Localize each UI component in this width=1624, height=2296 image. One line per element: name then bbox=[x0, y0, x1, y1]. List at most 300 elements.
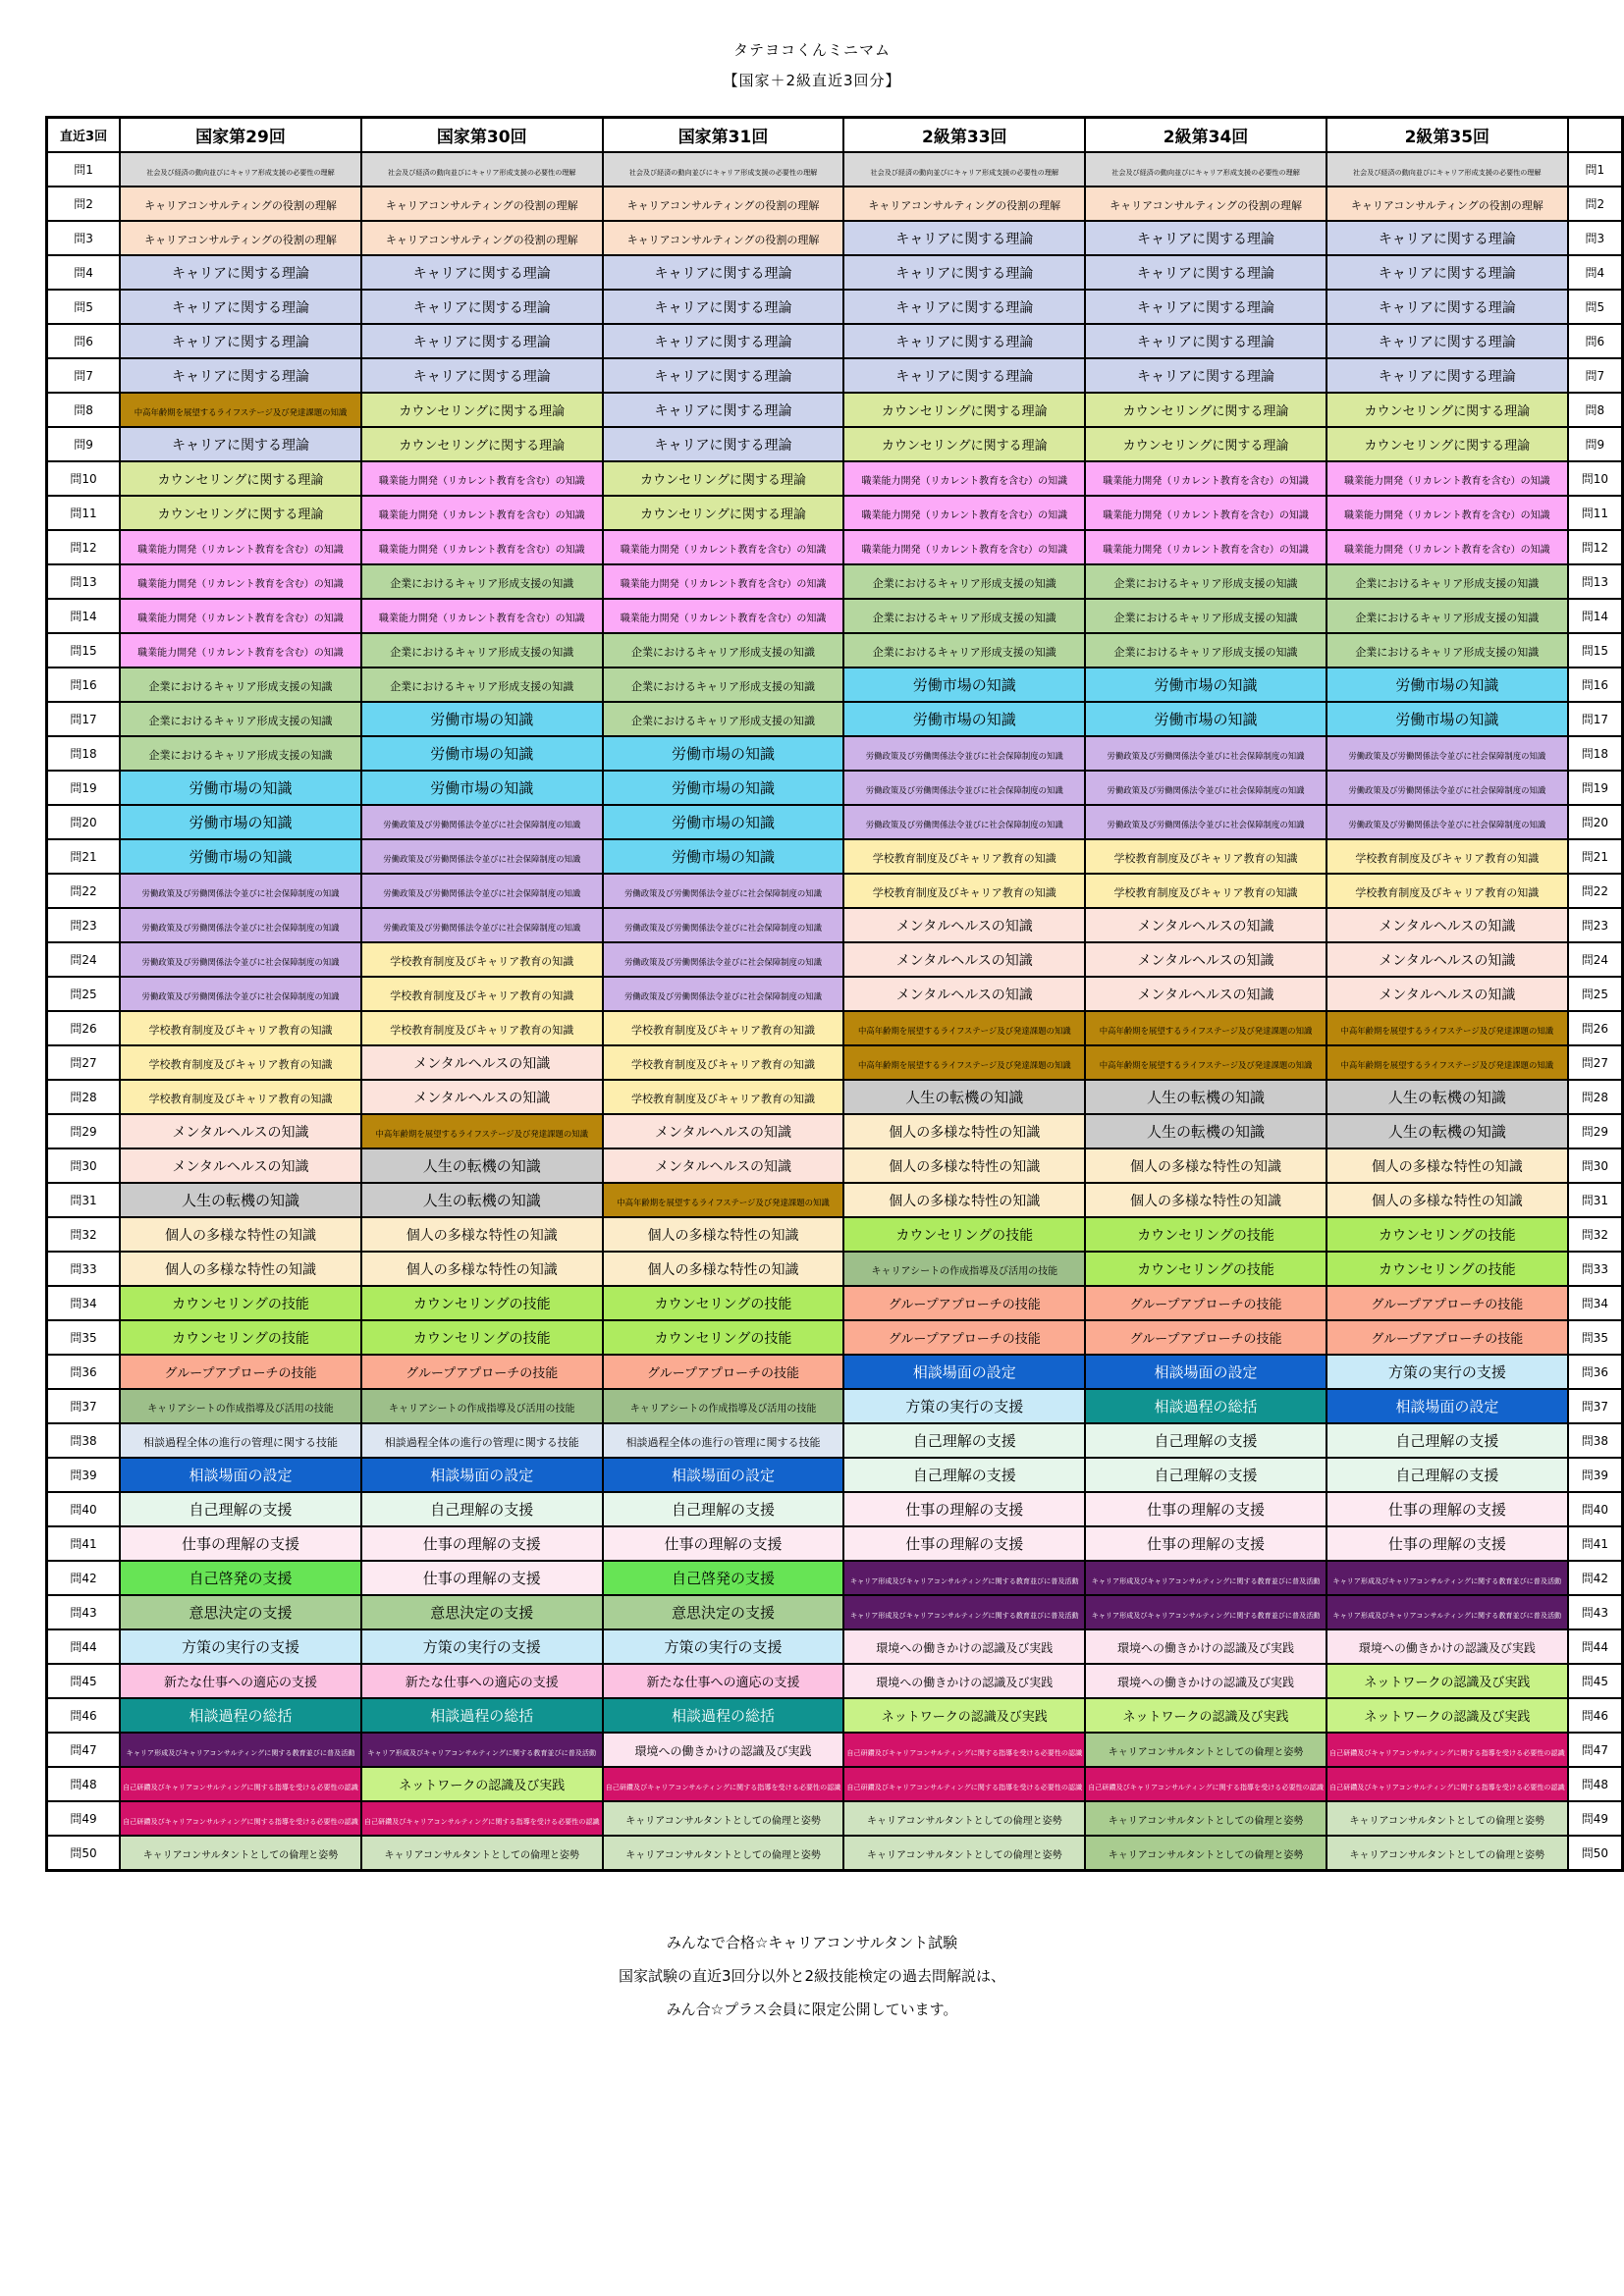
cell-label: メンタルヘルスの知識 bbox=[172, 1124, 309, 1141]
cell bbox=[120, 496, 361, 530]
cell-label: メンタルヘルスの知識 bbox=[655, 1158, 792, 1175]
cell-label: カウンセリングの技能 bbox=[172, 1296, 309, 1312]
cell bbox=[1326, 805, 1568, 839]
cell-label: 自己研鑽及びキャリアコンサルティングに関する指導を受ける必要性の認識 bbox=[123, 1783, 358, 1791]
table-row bbox=[47, 1183, 1623, 1217]
cell-label: キャリアに関する理論 bbox=[654, 402, 792, 419]
cell bbox=[603, 1252, 844, 1286]
cell bbox=[603, 1698, 844, 1733]
row-label-right: 問44 bbox=[1568, 1629, 1623, 1664]
row-label-right: 問50 bbox=[1568, 1836, 1623, 1871]
cell-label: メンタルヘルスの知識 bbox=[172, 1158, 309, 1175]
cell-label: 人生の転機の知識 bbox=[1387, 1089, 1506, 1106]
cell-label: 中高年齢期を展望するライフステージ及び発達課題の知識 bbox=[134, 407, 348, 417]
cell-label: 職業能力開発（リカレント教育を含む）の知識 bbox=[861, 510, 1068, 521]
row-label-right: 問18 bbox=[1568, 736, 1623, 771]
cell bbox=[843, 1526, 1085, 1561]
cell bbox=[843, 1389, 1085, 1423]
cell bbox=[1326, 633, 1568, 667]
cell bbox=[361, 1698, 603, 1733]
table-row bbox=[47, 977, 1623, 1011]
cell-label: キャリアコンサルタントとしての倫理と姿勢 bbox=[1349, 1850, 1545, 1861]
cell bbox=[603, 255, 844, 290]
cell-label: 個人の多様な特性の知識 bbox=[1130, 1193, 1282, 1209]
cell-label: 相談場面の設定 bbox=[430, 1467, 534, 1484]
cell bbox=[120, 1011, 361, 1045]
cell bbox=[603, 1011, 844, 1045]
cell-label: グループアプローチの技能 bbox=[1129, 1298, 1282, 1312]
cell-label: キャリアに関する理論 bbox=[1137, 334, 1275, 350]
cell-label: メンタルヘルスの知識 bbox=[1137, 918, 1274, 934]
cell-label: カウンセリングに関する理論 bbox=[399, 439, 566, 454]
row-label-right: 問12 bbox=[1568, 530, 1623, 564]
cell-label: 労働政策及び労働関係法令並びに社会保障制度の知識 bbox=[383, 854, 581, 864]
cell-label: キャリアコンサルティングの役割の理解 bbox=[1110, 199, 1302, 212]
cell bbox=[603, 874, 844, 908]
cell bbox=[1326, 496, 1568, 530]
cell bbox=[603, 1664, 844, 1698]
cell bbox=[1326, 1595, 1568, 1629]
cell bbox=[603, 599, 844, 633]
row-label-left: 問13 bbox=[47, 564, 121, 599]
cell-label: 仕事の理解の支援 bbox=[1147, 1535, 1266, 1553]
cell-label: キャリアコンサルティングの役割の理解 bbox=[385, 199, 578, 212]
row-label-right: 問25 bbox=[1568, 977, 1623, 1011]
cell bbox=[1085, 599, 1326, 633]
cell bbox=[843, 324, 1085, 358]
cell-label: 個人の多様な特性の知識 bbox=[647, 1261, 799, 1278]
table-row bbox=[47, 358, 1623, 393]
cell bbox=[361, 1045, 603, 1080]
cell-label: 環境への働きかけの認識及び実践 bbox=[876, 1676, 1054, 1689]
cell-label: 人生の転機の知識 bbox=[181, 1192, 299, 1209]
cell bbox=[1085, 1148, 1326, 1183]
cell bbox=[361, 461, 603, 496]
cell-label: 企業におけるキャリア形成支援の知識 bbox=[1113, 577, 1298, 590]
cell bbox=[120, 530, 361, 564]
row-label-left: 問20 bbox=[47, 805, 121, 839]
cell bbox=[120, 290, 361, 324]
row-label-left: 問32 bbox=[47, 1217, 121, 1252]
cell bbox=[120, 1080, 361, 1114]
cell bbox=[1085, 1595, 1326, 1629]
column-header-2: 国家第30回 bbox=[361, 118, 603, 153]
cell-label: キャリアコンサルティングの役割の理解 bbox=[1350, 199, 1543, 212]
cell-label: 自己啓発の支援 bbox=[672, 1570, 776, 1587]
row-label-left: 問27 bbox=[47, 1045, 121, 1080]
cell-label: 学校教育制度及びキャリア教育の知識 bbox=[872, 886, 1056, 899]
table-row bbox=[47, 1252, 1623, 1286]
cell-label: 中高年齢期を展望するライフステージ及び発達課題の知識 bbox=[617, 1198, 830, 1207]
table-row bbox=[47, 1355, 1623, 1389]
cell bbox=[1326, 152, 1568, 187]
table-row bbox=[47, 290, 1623, 324]
cell bbox=[603, 1389, 844, 1423]
cell bbox=[361, 977, 603, 1011]
cell-label: 新たな仕事への適応の支援 bbox=[405, 1676, 559, 1690]
cell bbox=[843, 1458, 1085, 1492]
cell-label: 企業におけるキャリア形成支援の知識 bbox=[148, 749, 333, 762]
cell-label: 職業能力開発（リカレント教育を含む）の知識 bbox=[1343, 545, 1550, 556]
row-label-right: 問24 bbox=[1568, 942, 1623, 977]
cell-label: キャリア形成及びキャリアコンサルティングに関する教育並びに普及活動 bbox=[367, 1748, 597, 1757]
cell bbox=[1085, 667, 1326, 702]
cell bbox=[603, 1148, 844, 1183]
table-row bbox=[47, 1629, 1623, 1664]
cell-label: 労働政策及び労働関係法令並びに社会保障制度の知識 bbox=[141, 888, 340, 898]
row-label-right: 問26 bbox=[1568, 1011, 1623, 1045]
table-row bbox=[47, 1389, 1623, 1423]
cell bbox=[603, 1767, 844, 1801]
cell bbox=[843, 290, 1085, 324]
cell-label: 労働政策及び労働関係法令並びに社会保障制度の知識 bbox=[865, 785, 1063, 795]
cell-label: 労働政策及び労働関係法令並びに社会保障制度の知識 bbox=[624, 957, 823, 967]
cell bbox=[120, 1252, 361, 1286]
cell-label: 個人の多様な特性の知識 bbox=[164, 1227, 316, 1244]
cell-label: 労働政策及び労働関係法令並びに社会保障制度の知識 bbox=[383, 820, 581, 829]
cell bbox=[1326, 874, 1568, 908]
cell bbox=[361, 1458, 603, 1492]
cell bbox=[843, 1836, 1085, 1871]
cell-label: 職業能力開発（リカレント教育を含む）の知識 bbox=[137, 648, 344, 659]
cell bbox=[361, 1526, 603, 1561]
cell bbox=[1326, 1011, 1568, 1045]
row-label-left: 問6 bbox=[47, 324, 121, 358]
cell bbox=[120, 599, 361, 633]
row-label-right: 問43 bbox=[1568, 1595, 1623, 1629]
row-label-right: 問40 bbox=[1568, 1492, 1623, 1526]
cell-label: 職業能力開発（リカレント教育を含む）の知識 bbox=[1343, 510, 1550, 521]
cell-label: 学校教育制度及びキャリア教育の知識 bbox=[631, 1024, 816, 1037]
cell bbox=[603, 1355, 844, 1389]
cell-label: 環境への働きかけの認識及び実践 bbox=[876, 1641, 1054, 1655]
corner-left: 直近3回 bbox=[47, 118, 121, 153]
cell-label: 自己理解の支援 bbox=[1395, 1432, 1499, 1450]
cell bbox=[361, 908, 603, 942]
cell bbox=[1326, 1801, 1568, 1836]
cell bbox=[120, 1183, 361, 1217]
cell-label: キャリアに関する理論 bbox=[1378, 334, 1516, 350]
cell bbox=[361, 1286, 603, 1320]
row-label-left: 問50 bbox=[47, 1836, 121, 1871]
cell bbox=[1326, 1698, 1568, 1733]
cell-label: 職業能力開発（リカレント教育を含む）の知識 bbox=[1103, 510, 1309, 521]
cell bbox=[1326, 1217, 1568, 1252]
row-label-right: 問20 bbox=[1568, 805, 1623, 839]
cell bbox=[120, 1629, 361, 1664]
cell-label: 労働市場の知識 bbox=[672, 814, 776, 831]
cell-label: 人生の転機の知識 bbox=[422, 1157, 541, 1175]
cell-label: 労働政策及び労働関係法令並びに社会保障制度の知識 bbox=[865, 820, 1063, 829]
table-row bbox=[47, 1698, 1623, 1733]
row-label-left: 問43 bbox=[47, 1595, 121, 1629]
cell bbox=[1326, 1526, 1568, 1561]
cell-label: カウンセリングの技能 bbox=[172, 1330, 309, 1347]
cell-label: ネットワークの認識及び実践 bbox=[399, 1779, 566, 1793]
cell bbox=[361, 1320, 603, 1355]
cell bbox=[361, 1836, 603, 1871]
row-label-right: 問37 bbox=[1568, 1389, 1623, 1423]
table-row bbox=[47, 599, 1623, 633]
row-label-left: 問44 bbox=[47, 1629, 121, 1664]
table-row bbox=[47, 564, 1623, 599]
cell-label: 労働市場の知識 bbox=[672, 779, 776, 797]
cell bbox=[361, 1355, 603, 1389]
cell bbox=[843, 1423, 1085, 1458]
table-row bbox=[47, 1664, 1623, 1698]
cell bbox=[120, 152, 361, 187]
cell-label: 自己研鑽及びキャリアコンサルティングに関する指導を受ける必要性の認識 bbox=[1328, 1748, 1565, 1757]
table-row bbox=[47, 1595, 1623, 1629]
cell bbox=[1326, 1114, 1568, 1148]
cell bbox=[361, 1664, 603, 1698]
cell-label: メンタルヘルスの知識 bbox=[895, 918, 1033, 934]
cell-label: カウンセリングの技能 bbox=[1378, 1227, 1516, 1244]
row-label-right: 問39 bbox=[1568, 1458, 1623, 1492]
corner-right bbox=[1568, 118, 1623, 153]
cell bbox=[120, 1389, 361, 1423]
cell bbox=[1085, 1045, 1326, 1080]
cell-label: キャリアコンサルティングの役割の理解 bbox=[144, 199, 337, 212]
cell bbox=[843, 874, 1085, 908]
cell bbox=[1085, 290, 1326, 324]
cell bbox=[120, 393, 361, 427]
cell-label: 労働市場の知識 bbox=[1395, 676, 1499, 694]
cell bbox=[843, 1629, 1085, 1664]
table-body bbox=[47, 152, 1623, 1871]
cell-label: 企業におけるキャリア形成支援の知識 bbox=[148, 715, 333, 727]
cell bbox=[843, 1114, 1085, 1148]
cell-label: キャリア形成及びキャリアコンサルティングに関する教育並びに普及活動 bbox=[1332, 1611, 1562, 1620]
cell bbox=[361, 1389, 603, 1423]
cell-label: 自己研鑽及びキャリアコンサルティングに関する指導を受ける必要性の認識 bbox=[1088, 1783, 1324, 1791]
cell-label: 環境への働きかけの認識及び実践 bbox=[1358, 1641, 1536, 1655]
cell-label: 個人の多様な特性の知識 bbox=[164, 1261, 316, 1278]
cell bbox=[120, 1148, 361, 1183]
cell bbox=[1085, 736, 1326, 771]
cell-label: キャリア形成及びキャリアコンサルティングに関する教育並びに普及活動 bbox=[1091, 1611, 1321, 1620]
cell bbox=[843, 805, 1085, 839]
cell-label: 新たな仕事への適応の支援 bbox=[646, 1676, 800, 1690]
cell-label: ネットワークの認識及び実践 bbox=[881, 1710, 1048, 1725]
cell bbox=[361, 1080, 603, 1114]
cell-label: キャリアに関する理論 bbox=[1378, 299, 1516, 316]
row-label-right: 問8 bbox=[1568, 393, 1623, 427]
cell bbox=[120, 736, 361, 771]
cell-label: メンタルヘルスの知識 bbox=[1379, 987, 1516, 1003]
table-row bbox=[47, 908, 1623, 942]
table-row bbox=[47, 221, 1623, 255]
cell-label: カウンセリングの技能 bbox=[895, 1227, 1034, 1244]
row-label-left: 問18 bbox=[47, 736, 121, 771]
cell bbox=[603, 1629, 844, 1664]
cell bbox=[120, 1767, 361, 1801]
cell-label: 学校教育制度及びキャリア教育の知識 bbox=[390, 955, 574, 968]
table-row bbox=[47, 1526, 1623, 1561]
cell-label: 自己研鑽及びキャリアコンサルティングに関する指導を受ける必要性の認識 bbox=[846, 1783, 1083, 1791]
cell-label: グループアプローチの技能 bbox=[164, 1366, 317, 1381]
cell-label: キャリアに関する理論 bbox=[895, 334, 1034, 350]
cell-label: 個人の多様な特性の知識 bbox=[1371, 1193, 1523, 1209]
cell bbox=[1085, 1011, 1326, 1045]
cell-label: グループアプローチの技能 bbox=[647, 1366, 799, 1381]
row-label-left: 問36 bbox=[47, 1355, 121, 1389]
cell bbox=[843, 1080, 1085, 1114]
cell bbox=[1326, 1080, 1568, 1114]
cell-label: 労働政策及び労働関係法令並びに社会保障制度の知識 bbox=[1348, 751, 1546, 761]
cell-label: 労働政策及び労働関係法令並びに社会保障制度の知識 bbox=[1107, 820, 1305, 829]
cell bbox=[843, 1595, 1085, 1629]
row-label-right: 問5 bbox=[1568, 290, 1623, 324]
cell-label: 学校教育制度及びキャリア教育の知識 bbox=[631, 1058, 816, 1071]
row-label-right: 問48 bbox=[1568, 1767, 1623, 1801]
cell-label: メンタルヘルスの知識 bbox=[1379, 918, 1516, 934]
cell bbox=[1326, 736, 1568, 771]
table-row bbox=[47, 1561, 1623, 1595]
cell-label: 労働政策及び労働関係法令並びに社会保障制度の知識 bbox=[141, 957, 340, 967]
cell bbox=[1085, 1114, 1326, 1148]
cell-label: 自己理解の支援 bbox=[1154, 1467, 1258, 1484]
row-label-right: 問46 bbox=[1568, 1698, 1623, 1733]
cell-label: メンタルヘルスの知識 bbox=[895, 987, 1033, 1003]
row-label-right: 問13 bbox=[1568, 564, 1623, 599]
cell-label: 相談過程の総括 bbox=[1154, 1398, 1258, 1415]
cell bbox=[603, 1286, 844, 1320]
cell bbox=[843, 599, 1085, 633]
cell-label: 自己理解の支援 bbox=[912, 1467, 1016, 1484]
cell-label: キャリアに関する理論 bbox=[171, 299, 309, 316]
row-label-left: 問33 bbox=[47, 1252, 121, 1286]
cell-label: 企業におけるキャリア形成支援の知識 bbox=[631, 646, 816, 659]
row-label-left: 問1 bbox=[47, 152, 121, 187]
cell-label: キャリアに関する理論 bbox=[1378, 368, 1516, 385]
row-label-left: 問22 bbox=[47, 874, 121, 908]
cell-label: 学校教育制度及びキャリア教育の知識 bbox=[1355, 886, 1540, 899]
cell-label: 企業におけるキャリア形成支援の知識 bbox=[872, 646, 1056, 659]
table-row bbox=[47, 496, 1623, 530]
column-header-6: 2級第35回 bbox=[1326, 118, 1568, 153]
cell-label: キャリアに関する理論 bbox=[895, 265, 1034, 282]
row-label-right: 問31 bbox=[1568, 1183, 1623, 1217]
cell-label: 労働市場の知識 bbox=[912, 711, 1016, 728]
cell bbox=[843, 667, 1085, 702]
row-label-left: 問15 bbox=[47, 633, 121, 667]
row-label-right: 問45 bbox=[1568, 1664, 1623, 1698]
cell bbox=[120, 1664, 361, 1698]
cell-label: キャリアに関する理論 bbox=[1137, 265, 1275, 282]
cell-label: キャリアコンサルタントとしての倫理と姿勢 bbox=[1349, 1816, 1545, 1827]
cell-label: 意思決定の支援 bbox=[430, 1604, 534, 1622]
cell bbox=[1085, 1080, 1326, 1114]
cell-label: キャリアに関する理論 bbox=[1378, 231, 1516, 247]
cell-label: 学校教育制度及びキャリア教育の知識 bbox=[1355, 852, 1540, 865]
cell-label: キャリアシートの作成指導及び活用の技能 bbox=[629, 1404, 817, 1415]
cell bbox=[361, 427, 603, 461]
cell bbox=[843, 1355, 1085, 1389]
cell-label: 労働政策及び労働関係法令並びに社会保障制度の知識 bbox=[383, 923, 581, 933]
cell bbox=[361, 702, 603, 736]
cell-label: 自己研鑽及びキャリアコンサルティングに関する指導を受ける必要性の認識 bbox=[1328, 1783, 1565, 1791]
cell bbox=[1085, 908, 1326, 942]
row-label-right: 問9 bbox=[1568, 427, 1623, 461]
cell bbox=[1326, 290, 1568, 324]
cell-label: カウンセリングに関する理論 bbox=[881, 404, 1048, 419]
cell bbox=[603, 1183, 844, 1217]
row-label-left: 問39 bbox=[47, 1458, 121, 1492]
cell bbox=[603, 771, 844, 805]
cell-label: 個人の多様な特性の知識 bbox=[1371, 1158, 1523, 1175]
cell-label: 人生の転機の知識 bbox=[422, 1192, 541, 1209]
cell bbox=[843, 1733, 1085, 1767]
table-row bbox=[47, 1458, 1623, 1492]
cell bbox=[361, 1733, 603, 1767]
cell bbox=[120, 1836, 361, 1871]
cell bbox=[1085, 427, 1326, 461]
cell bbox=[361, 221, 603, 255]
cell bbox=[1326, 1045, 1568, 1080]
cell bbox=[603, 564, 844, 599]
cell-label: キャリアに関する理論 bbox=[412, 299, 551, 316]
cell bbox=[120, 771, 361, 805]
cell bbox=[1326, 1320, 1568, 1355]
row-label-right: 問22 bbox=[1568, 874, 1623, 908]
page-subtitle: 【国家＋2級直近3回分】 bbox=[723, 72, 901, 89]
cell bbox=[603, 393, 844, 427]
cell bbox=[1085, 1458, 1326, 1492]
cell bbox=[120, 1492, 361, 1526]
cell-label: キャリアコンサルタントとしての倫理と姿勢 bbox=[142, 1850, 339, 1861]
row-label-right: 問11 bbox=[1568, 496, 1623, 530]
cell bbox=[120, 667, 361, 702]
cell bbox=[1326, 942, 1568, 977]
cell-label: キャリアコンサルタントとしての倫理と姿勢 bbox=[625, 1816, 821, 1827]
row-label-right: 問38 bbox=[1568, 1423, 1623, 1458]
cell-label: 個人の多様な特性の知識 bbox=[889, 1193, 1041, 1209]
cell bbox=[603, 427, 844, 461]
tateyoko-table bbox=[45, 116, 1624, 1872]
cell-label: カウンセリングに関する理論 bbox=[1364, 404, 1531, 419]
cell bbox=[1085, 977, 1326, 1011]
cell-label: 職業能力開発（リカレント教育を含む）の知識 bbox=[620, 545, 827, 556]
cell bbox=[120, 1045, 361, 1080]
cell bbox=[603, 1836, 844, 1871]
row-label-right: 問7 bbox=[1568, 358, 1623, 393]
cell bbox=[1326, 839, 1568, 874]
table-row bbox=[47, 1733, 1623, 1767]
cell bbox=[1085, 1767, 1326, 1801]
cell bbox=[843, 839, 1085, 874]
cell bbox=[1326, 1148, 1568, 1183]
cell bbox=[361, 564, 603, 599]
cell bbox=[361, 152, 603, 187]
cell-label: カウンセリングに関する理論 bbox=[157, 507, 324, 522]
cell-label: カウンセリングの技能 bbox=[654, 1296, 792, 1312]
row-label-left: 問34 bbox=[47, 1286, 121, 1320]
cell-label: 学校教育制度及びキャリア教育の知識 bbox=[631, 1093, 816, 1105]
cell-label: 人生の転機の知識 bbox=[905, 1089, 1024, 1106]
cell-label: キャリアコンサルティングの役割の理解 bbox=[626, 234, 820, 246]
cell bbox=[120, 461, 361, 496]
table-row bbox=[47, 1114, 1623, 1148]
cell-label: メンタルヘルスの知識 bbox=[413, 1090, 551, 1106]
cell-label: 相談場面の設定 bbox=[189, 1467, 293, 1484]
cell bbox=[1326, 1423, 1568, 1458]
cell-label: 相談過程の総括 bbox=[430, 1707, 534, 1725]
row-label-right: 問41 bbox=[1568, 1526, 1623, 1561]
cell-label: 中高年齢期を展望するライフステージ及び発達課題の知識 bbox=[858, 1060, 1071, 1070]
cell-label: 相談過程の総括 bbox=[672, 1707, 776, 1725]
cell-label: 労働市場の知識 bbox=[189, 779, 293, 797]
